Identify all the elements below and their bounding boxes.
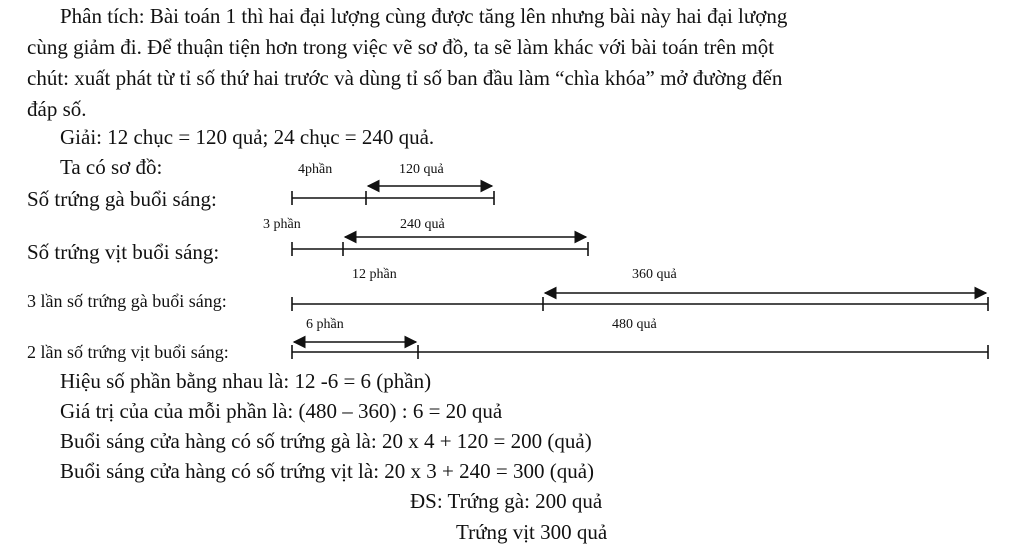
step-3: Buổi sáng cửa hàng có số trứng gà là: 20 x 4 + 120 = 200 (quả) — [60, 429, 592, 453]
row1-qty-label: 120 quả — [399, 162, 444, 177]
analysis-line-4: đáp số. — [27, 97, 87, 121]
row2-qty-label: 240 quả — [400, 217, 445, 232]
row2-parts-label: 3 phần — [263, 217, 301, 232]
step-1: Hiệu số phần bằng nhau là: 12 -6 = 6 (phần) — [60, 369, 432, 393]
analysis-line-3: chút: xuất phát từ tỉ số thứ hai trước và dùng tỉ số ban đầu làm “chìa khóa” mở đường đến — [27, 66, 783, 90]
analysis-line-2: cùng giảm đi. Để thuận tiện hơn trong việc vẽ sơ đồ, ta sẽ làm khác với bài toán trên một — [27, 35, 775, 59]
solution-intro: Giải: 12 chục = 120 quả; 24 chục = 240 quả. — [60, 125, 435, 149]
row3-parts-label: 12 phần — [352, 267, 397, 282]
row4-label: 2 lần số trứng vịt buổi sáng: — [27, 342, 229, 362]
row2-label: Số trứng vịt buổi sáng: — [27, 240, 220, 264]
analysis-line-1: Phân tích: Bài toán 1 thì hai đại lượng cùng được tăng lên nhưng bài này hai đại lượng — [60, 4, 788, 28]
step-4: Buổi sáng cửa hàng có số trứng vịt là: 20 x 3 + 240 = 300 (quả) — [60, 459, 595, 483]
row3-qty-label: 360 quả — [632, 267, 677, 282]
row3-label: 3 lần số trứng gà buổi sáng: — [27, 291, 227, 311]
row4-parts-label: 6 phần — [306, 317, 344, 332]
row4-qty-label: 480 quả — [612, 317, 657, 332]
answer-line-1: ĐS: Trứng gà: 200 quả — [410, 489, 603, 513]
answer-line-2: Trứng vịt 300 quả — [456, 520, 608, 544]
row1-label: Số trứng gà buổi sáng: — [27, 187, 217, 211]
step-2: Giá trị của của mỗi phần là: (480 – 360) : 6 = 20 quả — [60, 399, 503, 423]
diagram-intro: Ta có sơ đồ: — [60, 155, 163, 179]
row1-parts-label: 4phần — [298, 162, 333, 177]
